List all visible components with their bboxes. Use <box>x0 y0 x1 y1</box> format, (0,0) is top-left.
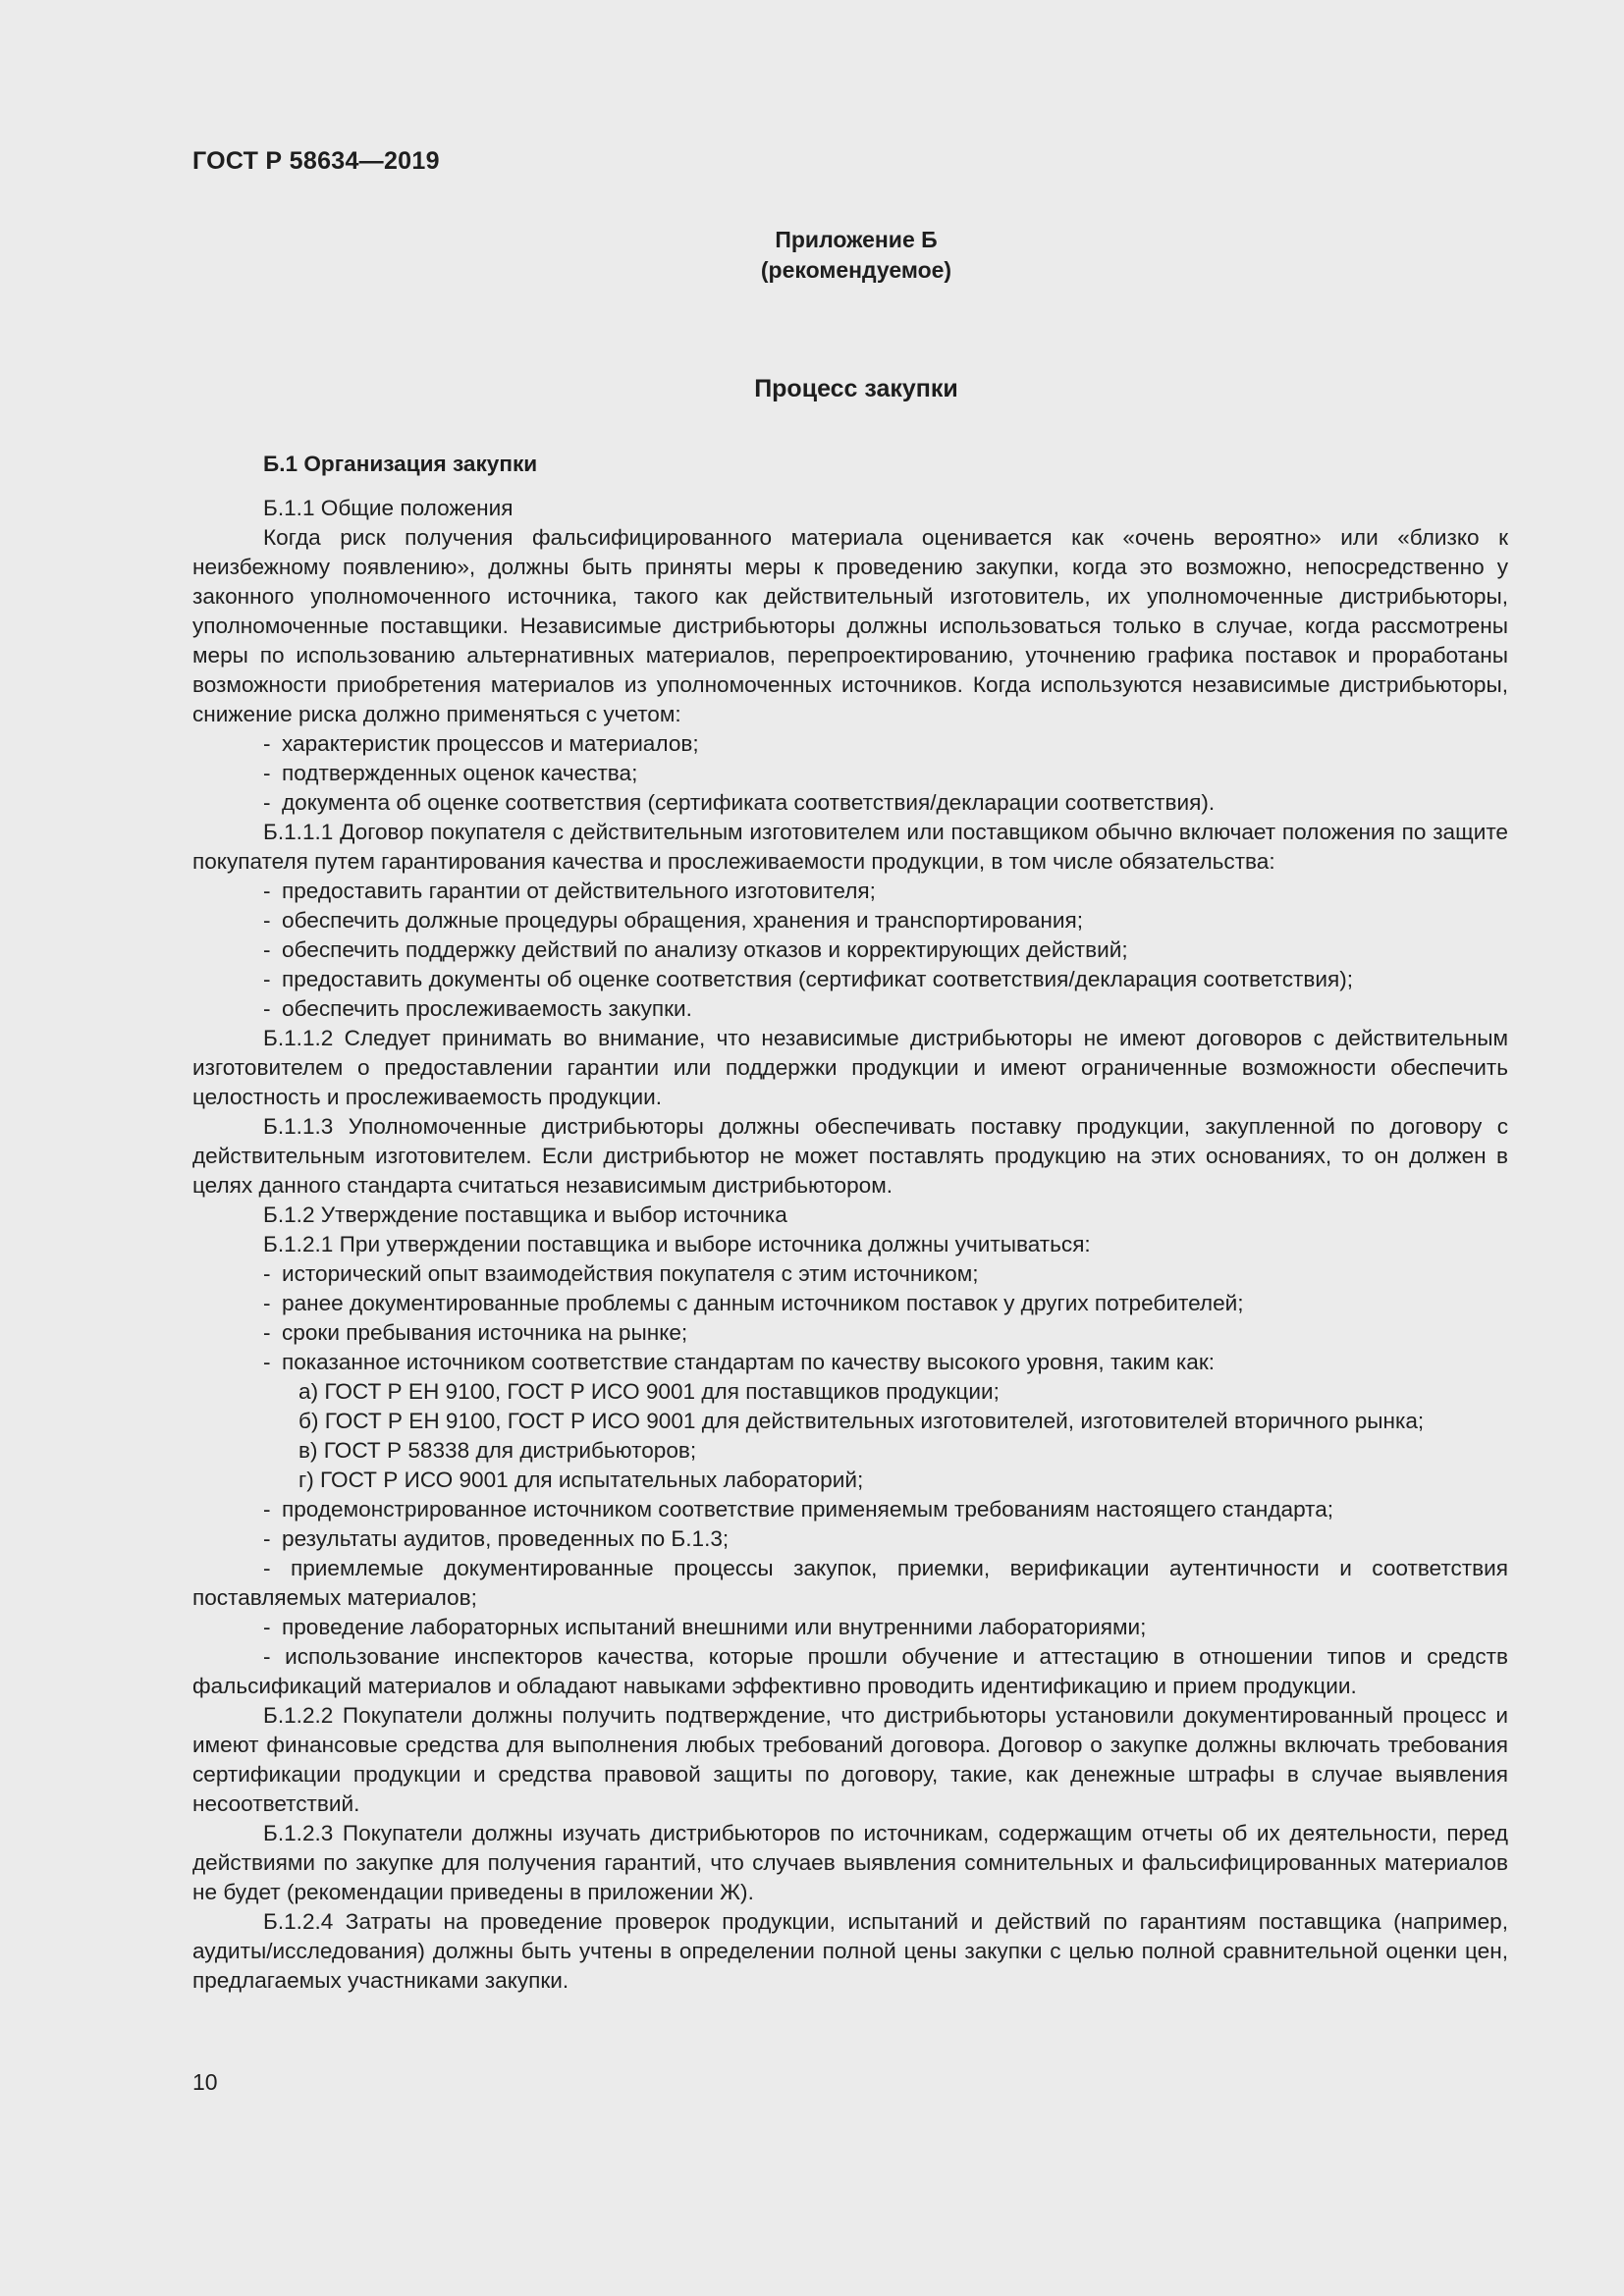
page-number: 10 <box>192 2069 218 2095</box>
section-heading-b1: Б.1 Организация закупки <box>263 452 538 476</box>
paragraph-b1122: Б.1.2.2 Покупатели должны получить подтверждение, что дистрибьюторы установили документированный процесс и имеют финансовые средства для выполнения любых требований договора. Договор о закупке должны включать требования сертификации продукции и средства правовой защиты по договору, такие, как денежные штрафы в случае выявления несоответствий. <box>192 1703 1508 1816</box>
subsection-heading-b12: Б.1.2 Утверждение поставщика и выбор источника <box>263 1202 787 1227</box>
paragraph-b1121: Б.1.2.1 При утверждении поставщика и выборе источника должны учитываться: <box>263 1232 1091 1256</box>
list-item: - проведение лабораторных испытаний внешними или внутренними лабораториями; <box>263 1615 1147 1639</box>
paragraph-b1113: Б.1.1.3 Уполномоченные дистрибьюторы должны обеспечивать поставку продукции, закупленной по договору с действительным изготовителем. Если дистрибьютор не может поставлять продукцию на этих основаниях, то он должен в целях данного стандарта считаться независимым дистрибьютором. <box>192 1114 1508 1198</box>
annex-status: (рекомендуемое) <box>760 257 952 283</box>
subsection-heading-b11: Б.1.1 Общие положения <box>263 496 514 520</box>
list-item: - предоставить документы об оценке соответствия (сертификат соответствия/декларация соответствия); <box>263 967 1354 991</box>
paragraph-b1112: Б.1.1.2 Следует принимать во внимание, что независимые дистрибьюторы не имеют договоров с действительным изготовителем о предоставлении гарантии или поддержки продукции и имеют ограниченные возможности обеспечить целостность и прослеживаемость продукции. <box>192 1026 1508 1109</box>
sublist-item: б) ГОСТ Р ЕН 9100, ГОСТ Р ИСО 9001 для действительных изготовителей, изготовителей вторичного рынка; <box>298 1409 1425 1433</box>
sublist-item: а) ГОСТ Р ЕН 9100, ГОСТ Р ИСО 9001 для поставщиков продукции; <box>298 1379 1000 1404</box>
list-item: - обеспечить должные процедуры обращения, хранения и транспортирования; <box>263 908 1084 933</box>
document-body <box>192 450 1508 1996</box>
annex-heading <box>0 225 1624 286</box>
list-item: - обеспечить прослеживаемость закупки. <box>263 996 692 1021</box>
list-item: - приемлемые документированные процессы закупок, приемки, верификации аутентичности и соответствия поставляемых материалов; <box>192 1556 1508 1610</box>
list-item: - показанное источником соответствие стандартам по качеству высокого уровня, таким как: <box>263 1350 1216 1374</box>
list-item: - результаты аудитов, проведенных по Б.1.3; <box>263 1526 730 1551</box>
sublist-item: в) ГОСТ Р 58338 для дистрибьюторов; <box>298 1438 697 1463</box>
list-item: - подтвержденных оценок качества; <box>263 761 638 785</box>
list-item: - характеристик процессов и материалов; <box>263 731 699 756</box>
paragraph-b1111: Б.1.1.1 Договор покупателя с действительным изготовителем или поставщиком обычно включает положения по защите покупателя путем гарантирования качества и прослеживаемости продукции, в том числе обязательства: <box>192 820 1508 874</box>
annex-title <box>0 375 1624 403</box>
list-item: - продемонстрированное источником соответствие применяемым требованиям настоящего стандарта; <box>263 1497 1334 1522</box>
list-item: - использование инспекторов качества, которые прошли обучение и аттестацию в отношении типов и средств фальсификаций материалов и обладают навыками эффективно проводить идентификацию и прием продукции. <box>192 1644 1508 1698</box>
list-item: - ранее документированные проблемы с данным источником поставок у других потребителей; <box>263 1291 1244 1315</box>
annex-label: Приложение Б <box>775 227 938 252</box>
list-item: - обеспечить поддержку действий по анализу отказов и корректирующих действий; <box>263 937 1128 962</box>
list-item: - сроки пребывания источника на рынке; <box>263 1320 688 1345</box>
paragraph-intro: Когда риск получения фальсифицированного материала оценивается как «очень вероятно» или «близко к неизбежному появлению», должны быть приняты меры к проведению закупки, когда это возможно, непосредственно у законного уполномоченного источника, такого как действительный изготовитель, их уполномоченные дистрибьюторы, уполномоченные поставщики. Независимые дистрибьюторы должны использоваться только в случае, когда рассмотрены меры по использованию альтернативных материалов, перепроектированию, уточнению графика поставок и проработаны возможности приобретения материалов из уполномоченных источников. Когда используются независимые дистрибьюторы, снижение риска должно применяться с учетом: <box>192 525 1508 726</box>
paragraph-b1123: Б.1.2.3 Покупатели должны изучать дистрибьюторов по источникам, содержащим отчеты об их деятельности, перед действиями по закупке для получения гарантий, что случаев выявления сомнительных и фальсифицированных материалов не будет (рекомендации приведены в приложении Ж). <box>192 1821 1508 1904</box>
list-item: - предоставить гарантии от действительного изготовителя; <box>263 879 876 903</box>
paragraph-b1124: Б.1.2.4 Затраты на проведение проверок продукции, испытаний и действий по гарантиям поставщика (например, аудиты/исследования) должны быть учтены в определении полной цены закупки с целью полной сравнительной оценки цен, предлагаемых участниками закупки. <box>192 1909 1508 1993</box>
list-item: - исторический опыт взаимодействия покупателя с этим источником; <box>263 1261 979 1286</box>
annex-title-text: Процесс закупки <box>754 375 958 402</box>
standard-header: ГОСТ Р 58634—2019 <box>192 147 440 175</box>
sublist-item: г) ГОСТ Р ИСО 9001 для испытательных лабораторий; <box>298 1468 864 1492</box>
list-item: - документа об оценке соответствия (сертификата соответствия/декларации соответствия). <box>263 790 1216 815</box>
